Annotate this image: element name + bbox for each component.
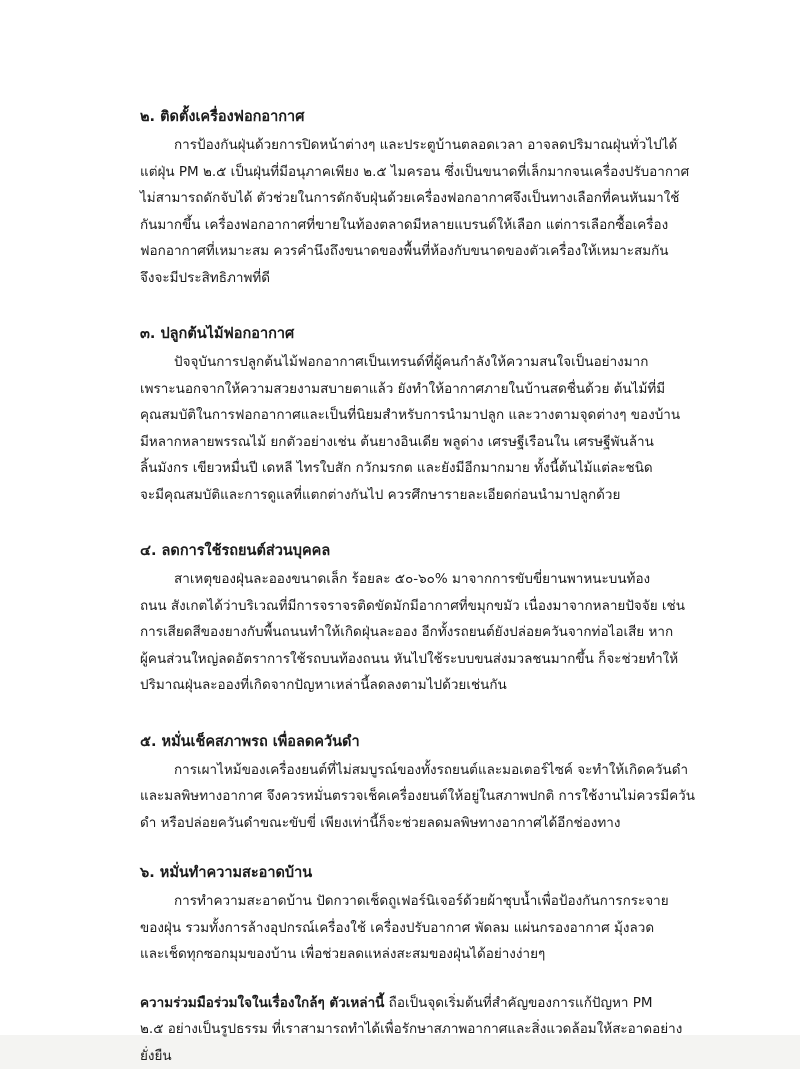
paragraph-line: เพราะนอกจากให้ความสวยงามสบายตาแล้ว ยังทำให้อากาศภายในบ้านสดชื่นด้วย ต้นไม้ที่มี <box>140 376 676 403</box>
section-heading: ๓. ปลูกต้นไม้ฟอกอากาศ <box>140 319 676 349</box>
paragraph-line <box>140 990 676 1017</box>
paragraph-line: ฟอกอากาศที่เหมาะสม ควรคำนึงถึงขนาดของพื้นที่ห้องกับขนาดของตัวเครื่องให้เหมาะสมกัน <box>140 238 676 265</box>
paragraph-line: และมลพิษทางอากาศ จึงควรหมั่นตรวจเช็คเครื่องยนต์ให้อยู่ในสภาพปกติ การใช้งานไม่ควรมีควัน <box>140 783 676 810</box>
paragraph-line: และเช็ดทุกซอกมุมของบ้าน เพื่อช่วยลดแหล่งสะสมของฝุ่นได้อย่างง่ายๆ <box>140 941 676 968</box>
paragraph-line: ลิ้นมังกร เขียวหมื่นปี เดหลี ไทรใบสัก กวักมรกต และยังมีอีกมากมาย ทั้งนี้ต้นไม้แต่ละชนิด <box>140 455 676 482</box>
document-body <box>140 102 676 1069</box>
paragraph-line: การป้องกันฝุ่นด้วยการปิดหน้าต่างๆ และประตูบ้านตลอดเวลา อาจลดปริมาณฝุ่นทั่วไปได้ <box>140 132 676 159</box>
paragraph-line: แต่ฝุ่น PM ๒.๕ เป็นฝุ่นที่มีอนุภาคเพียง ๒.๕ ไมครอน ซึ่งเป็นขนาดที่เล็กมากจนเครื่องปรับอากาศ <box>140 159 676 186</box>
paragraph-line: การเสียดสีของยางกับพื้นถนนทำให้เกิดฝุ่นละออง อีกทั้งรถยนต์ยังปล่อยควันจากท่อไอเสีย หาก <box>140 619 676 646</box>
paragraph-line: การเผาไหม้ของเครื่องยนต์ที่ไม่สมบูรณ์ของทั้งรถยนต์และมอเตอร์ไซค์ จะทำให้เกิดควันดำ <box>140 757 676 784</box>
section-heading: ๕. หมั่นเช็คสภาพรถ เพื่อลดควันดำ <box>140 727 676 757</box>
paragraph-line: จึงจะมีประสิทธิภาพที่ดี <box>140 265 676 292</box>
section-heading: ๖. หมั่นทำความสะอาดบ้าน <box>140 858 676 888</box>
paragraph-line: กันมากขึ้น เครื่องฟอกอากาศที่ขายในท้องตลาดมีหลายแบรนด์ให้เลือก แต่การเลือกซื้อเครื่อง <box>140 212 676 239</box>
paragraph-line: ยั่งยืน <box>140 1043 676 1069</box>
paragraph-line: คุณสมบัติในการฟอกอากาศและเป็นที่นิยมสำหรับการนำมาปลูก และวางตามจุดต่างๆ ของบ้าน <box>140 402 676 429</box>
paragraph-line: สาเหตุของฝุ่นละอองขนาดเล็ก ร้อยละ ๕๐-๖๐% มาจากการขับขี่ยานพาหนะบนท้อง <box>140 566 676 593</box>
section-reduce-car-use <box>140 536 676 699</box>
paragraph-line: ๒.๕ อย่างเป็นรูปธรรม ที่เราสามารถทำได้เพื่อรักษาสภาพอากาศและสิ่งแวดล้อมให้สะอาดอย่าง <box>140 1016 676 1043</box>
paragraph-line: ปริมาณฝุ่นละอองที่เกิดจากปัญหาเหล่านี้ลดลงตามไปด้วยเช่นกัน <box>140 672 676 699</box>
conclusion-text: ถือเป็นจุดเริ่มต้นที่สำคัญของการแก้ปัญหา PM <box>384 995 652 1011</box>
section-check-vehicle <box>140 727 676 837</box>
paragraph-line: ถนน สังเกตได้ว่าบริเวณที่มีการจราจรติดขัดมักมีอากาศที่ขมุกขมัว เนื่องมาจากหลายปัจจัย เช่น <box>140 593 676 620</box>
paragraph-line: การทำความสะอาดบ้าน ปัดกวาดเช็ดถูเฟอร์นิเจอร์ด้วยผ้าชุบน้ำเพื่อป้องกันการกระจาย <box>140 888 676 915</box>
section-clean-house <box>140 858 676 968</box>
paragraph-line: ดำ หรือปล่อยควันดำขณะขับขี่ เพียงเท่านี้ก็จะช่วยลดมลพิษทางอากาศได้อีกช่องทาง <box>140 810 676 837</box>
conclusion-lead: ความร่วมมือร่วมใจในเรื่องใกล้ๆ ตัวเหล่านี้ <box>140 995 384 1011</box>
paragraph-line: ไม่สามารถดักจับได้ ตัวช่วยในการดักจับฝุ่นด้วยเครื่องฟอกอากาศจึงเป็นทางเลือกที่คนหันมาใช้ <box>140 185 676 212</box>
paragraph-line: ผู้คนส่วนใหญ่ลดอัตราการใช้รถบนท้องถนน หันไปใช้ระบบขนส่งมวลชนมากขึ้น ก็จะช่วยทำให้ <box>140 646 676 673</box>
section-heading: ๔. ลดการใช้รถยนต์ส่วนบุคคล <box>140 536 676 566</box>
section-heading: ๒. ติดตั้งเครื่องฟอกอากาศ <box>140 102 676 132</box>
section-air-purifier <box>140 102 676 291</box>
paragraph-line: จะมีคุณสมบัติและการดูแลที่แตกต่างกันไป ควรศึกษารายละเอียดก่อนนำมาปลูกด้วย <box>140 482 676 509</box>
paragraph-line: ปัจจุบันการปลูกต้นไม้ฟอกอากาศเป็นเทรนด์ที่ผู้คนกำลังให้ความสนใจเป็นอย่างมาก <box>140 349 676 376</box>
paragraph-line: ของฝุ่น รวมทั้งการล้างอุปกรณ์เครื่องใช้ เครื่องปรับอากาศ พัดลม แผ่นกรองอากาศ มุ้งลวด <box>140 915 676 942</box>
section-plant-trees <box>140 319 676 508</box>
paragraph-line: มีหลากหลายพรรณไม้ ยกตัวอย่างเช่น ต้นยางอินเดีย พลูด่าง เศรษฐีเรือนใน เศรษฐีพันล้าน <box>140 429 676 456</box>
conclusion-paragraph <box>140 990 676 1069</box>
